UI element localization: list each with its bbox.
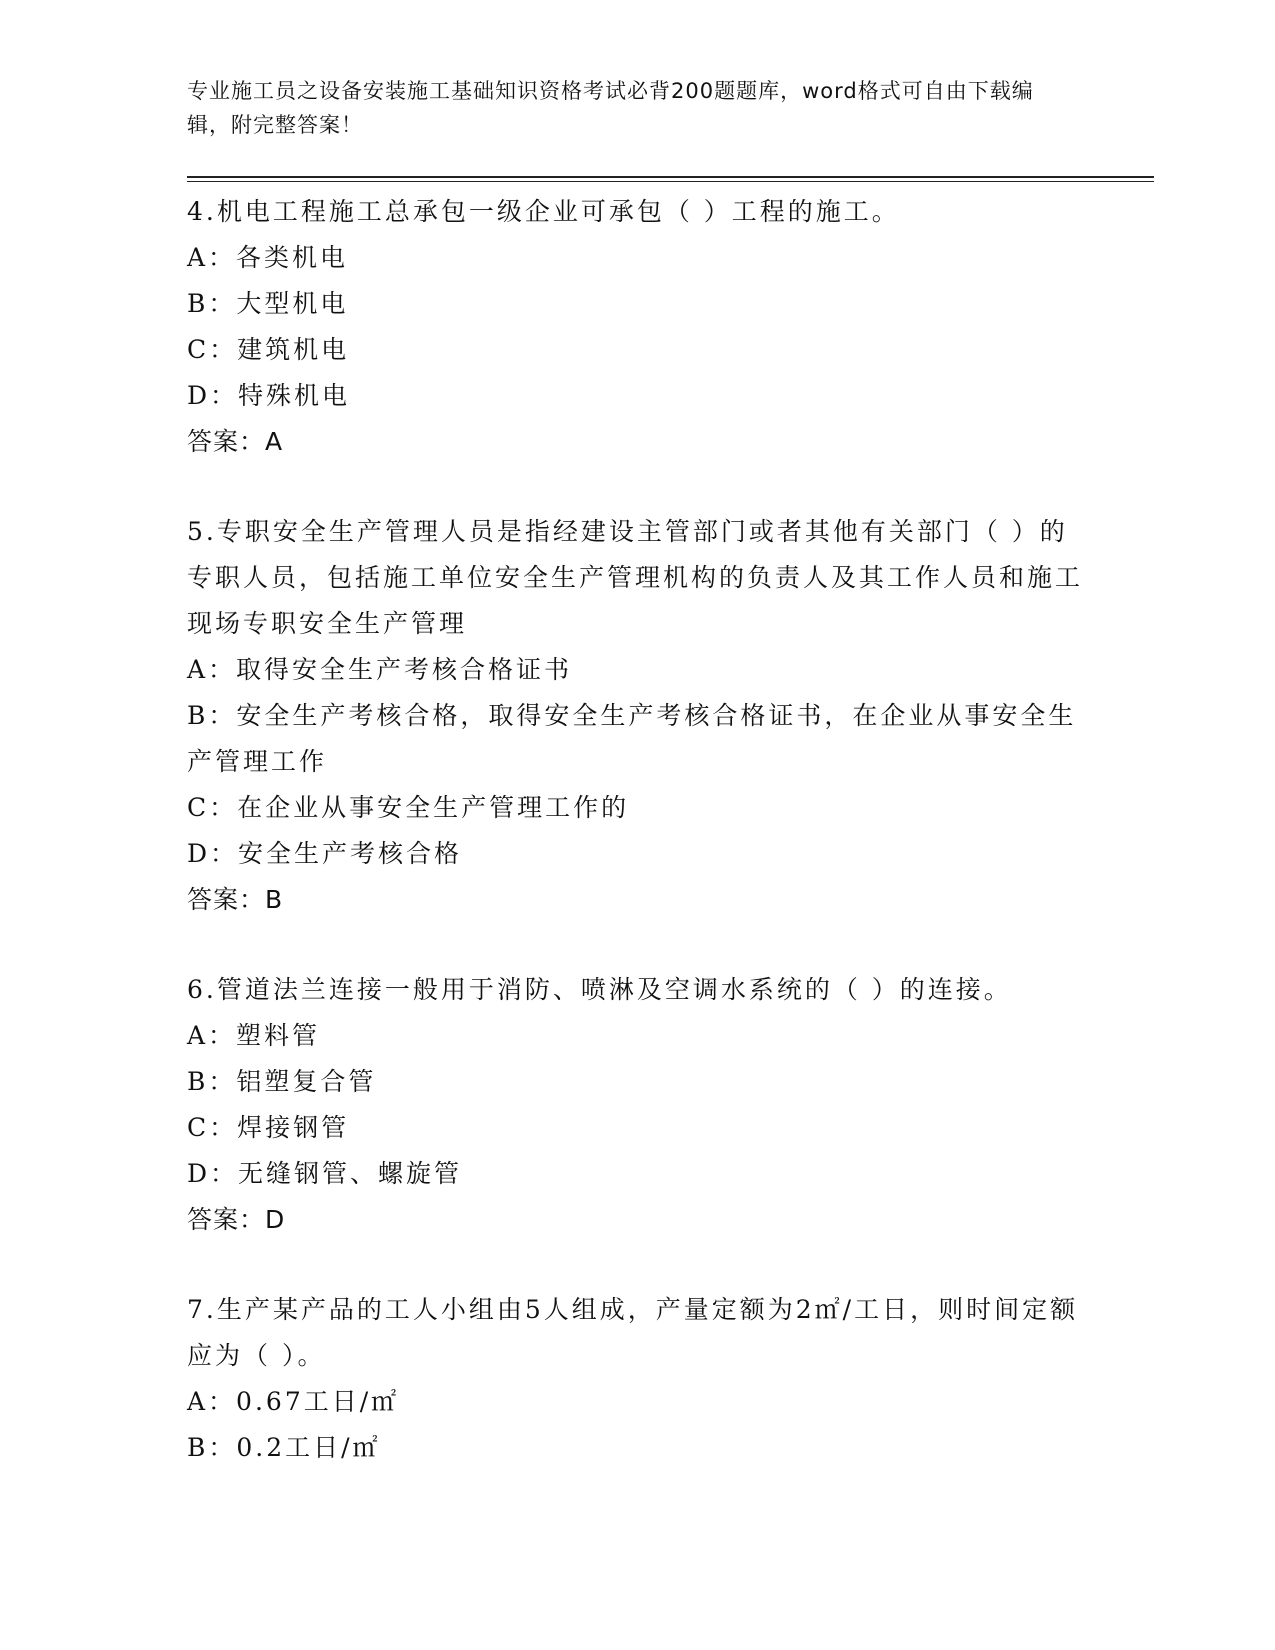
question-stem: 4.机电工程施工总承包一级企业可承包（ ）工程的施工。 [187, 197, 900, 226]
answer-line: 答案：D [187, 1205, 286, 1234]
header-divider-thick [187, 176, 1154, 178]
question-6 [187, 967, 1087, 1243]
option-d: D：安全生产考核合格 [187, 839, 463, 868]
option-a: A：各类机电 [187, 243, 349, 272]
option-b: B：铝塑复合管 [187, 1067, 377, 1096]
question-stem: 6.管道法兰连接一般用于消防、喷淋及空调水系统的（ ）的连接。 [187, 975, 1012, 1004]
question-stem: 5.专职安全生产管理人员是指经建设主管部门或者其他有关部门（ ）的专职人员，包括施工单位安全生产管理机构的负责人及其工作人员和施工现场专职安全生产管理 [187, 517, 1084, 638]
answer-line: 答案：A [187, 427, 284, 456]
question-4 [187, 189, 1087, 465]
option-b: B：安全生产考核合格，取得安全生产考核合格证书，在企业从事安全生产管理工作 [187, 701, 1077, 776]
question-list [187, 189, 1087, 1515]
option-c: C：焊接钢管 [187, 1113, 350, 1142]
header-divider-thin [187, 181, 1154, 182]
option-c: C：在企业从事安全生产管理工作的 [187, 793, 630, 822]
question-stem: 7.生产某产品的工人小组由5人组成，产量定额为2㎡/工日，则时间定额应为（ ）。 [187, 1295, 1079, 1370]
option-a: A：塑料管 [187, 1021, 321, 1050]
option-a: A：取得安全生产考核合格证书 [187, 655, 573, 684]
option-d: D：无缝钢管、螺旋管 [187, 1159, 463, 1188]
option-d: D：特殊机电 [187, 381, 351, 410]
option-b: B：0.2工日/㎡ [187, 1433, 381, 1462]
option-b: B：大型机电 [187, 289, 349, 318]
question-5 [187, 509, 1087, 923]
option-a: A：0.67工日/㎡ [187, 1387, 400, 1416]
document-header: 专业施工员之设备安装施工基础知识资格考试必背200题题库，word格式可自由下载编辑，附完整答案！ [187, 79, 1034, 137]
answer-line: 答案：B [187, 885, 284, 914]
option-c: C：建筑机电 [187, 335, 350, 364]
question-7 [187, 1287, 1087, 1471]
